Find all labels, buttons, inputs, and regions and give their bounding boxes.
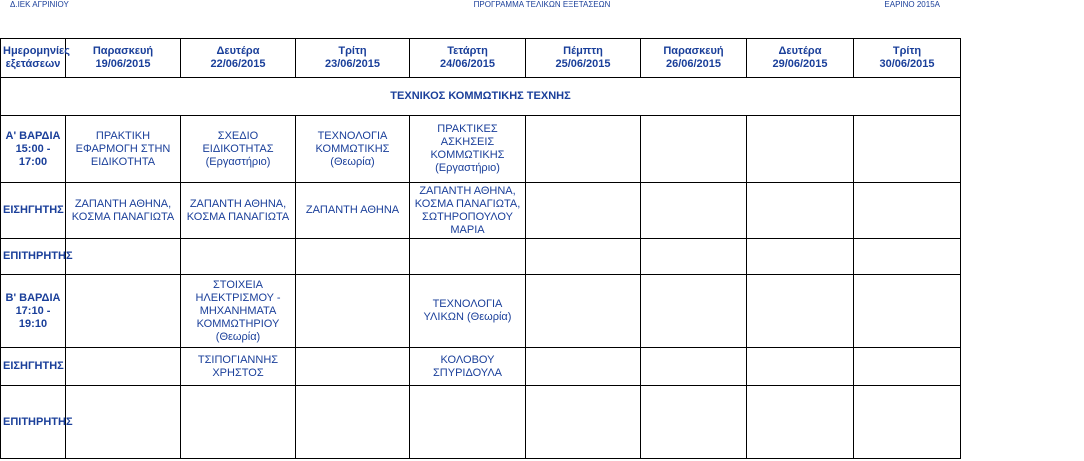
specialty-title: ΤΕΧΝΙΚΟΣ ΚΟΜΜΩΤΙΚΗΣ ΤΕΧΝΗΣ (1, 78, 961, 116)
exam-cell (296, 275, 410, 348)
day-column-header (66, 39, 181, 78)
day-date: 25/06/2015 (555, 58, 611, 70)
invigilator-cell (854, 239, 961, 275)
examiner-cell: ΖΑΠΑΝΤΗ ΑΘΗΝΑ (296, 183, 410, 239)
shift-a-examiner-row (1, 183, 961, 239)
shift-a-time: 15:00 - 17:00 (15, 142, 51, 168)
invigilator-cell (410, 386, 526, 459)
day-column-header (854, 39, 961, 78)
examiner-cell (526, 183, 641, 239)
day-column-header (526, 39, 641, 78)
examiner-cell (641, 183, 747, 239)
invigilator-cell (747, 239, 854, 275)
examiner-cell: ΖΑΠΑΝΤΗ ΑΘΗΝΑ, ΚΟΣΜΑ ΠΑΝΑΓΙΩΤΑ (181, 183, 296, 239)
day-name: Πέμπτη (563, 45, 603, 57)
exam-cell (641, 116, 747, 183)
exam-cell: ΠΡΑΚΤΙΚΕΣ ΑΣΚΗΣΕΙΣ ΚΟΜΜΩΤΙΚΗΣ (Εργαστήριο) (410, 116, 526, 183)
examiner-cell (747, 348, 854, 386)
day-name: Δευτέρα (216, 45, 260, 57)
day-date: 30/06/2015 (879, 58, 935, 70)
exam-cell: ΣΤΟΙΧΕΙΑ ΗΛΕΚΤΡΙΣΜΟΥ - ΜΗΧΑΝΗΜΑΤΑ ΚΟΜΜΩΤΗΡΙΟΥ (Θεωρία) (181, 275, 296, 348)
examiner-cell (641, 348, 747, 386)
shift-b-invigilator-row (1, 386, 961, 459)
shift-b-label: Β' ΒΑΡΔΙΑ (5, 291, 61, 304)
invigilator-cell (66, 239, 181, 275)
top-bar (0, 0, 960, 10)
examiner-cell: ΤΣΙΠΟΓΙΑΝΝΗΣ ΧΡΗΣΤΟΣ (181, 348, 296, 386)
invigilator-cell (526, 239, 641, 275)
school-name: Δ.ΙΕΚ ΑΓΡΙΝΙΟΥ (10, 0, 69, 9)
invigilator-cell (854, 386, 961, 459)
day-name: Παρασκευή (663, 45, 724, 57)
examiner-cell: ΖΑΠΑΝΤΗ ΑΘΗΝΑ, ΚΟΣΜΑ ΠΑΝΑΓΙΩΤΑ (66, 183, 181, 239)
examiner-cell (854, 348, 961, 386)
examiner-label: ΕΙΣΗΓΗΤΗΣ (1, 348, 66, 386)
dates-corner-cell (1, 39, 70, 78)
invigilator-cell (296, 386, 410, 459)
exam-schedule-table (0, 38, 961, 459)
date-header-row (1, 39, 961, 78)
invigilator-cell (410, 239, 526, 275)
exam-cell (854, 275, 961, 348)
day-name: Τρίτη (892, 45, 922, 57)
day-name: Δευτέρα (778, 45, 822, 57)
exam-cell (747, 275, 854, 348)
shift-a-label: Α' ΒΑΡΔΙΑ (5, 129, 61, 142)
day-column-header (410, 39, 526, 78)
invigilator-cell (296, 239, 410, 275)
specialty-row (1, 78, 961, 116)
examiner-cell (526, 348, 641, 386)
day-column-header (296, 39, 410, 78)
shift-a-invigilator-row (1, 239, 961, 275)
day-column-header (181, 39, 296, 78)
exam-cell: ΠΡΑΚΤΙΚΗ ΕΦΑΡΜΟΓΗ ΣΤΗΝ ΕΙΔΙΚΟΤΗΤΑ (66, 116, 181, 183)
invigilator-label: ΕΠΙΤΗΡΗΤΗΣ (1, 386, 66, 459)
day-date: 22/06/2015 (210, 58, 266, 70)
exam-cell (526, 275, 641, 348)
exam-cell (526, 116, 641, 183)
shift-a-label-cell (1, 116, 66, 183)
corner-line-2: εξετάσεων (5, 58, 61, 70)
exam-cell (66, 275, 181, 348)
day-name: Τρίτη (338, 45, 367, 57)
day-date: 29/06/2015 (772, 58, 828, 70)
invigilator-cell (181, 239, 296, 275)
day-name: Παρασκευή (92, 45, 154, 57)
examiner-label: ΕΙΣΗΓΗΤΗΣ (1, 183, 66, 239)
day-name: Τετάρτη (447, 45, 488, 57)
exam-cell: ΤΕΧΝΟΛΟΓΙΑ ΚΟΜΜΩΤΙΚΗΣ (Θεωρία) (296, 116, 410, 183)
examiner-cell (66, 348, 181, 386)
day-date: 24/06/2015 (439, 58, 496, 70)
exam-cell (641, 275, 747, 348)
examiner-cell (854, 183, 961, 239)
exam-cell: ΣΧΕΔΙΟ ΕΙΔΙΚΟΤΗΤΑΣ (Εργαστήριο) (181, 116, 296, 183)
exam-cell: ΤΕΧΝΟΛΟΓΙΑ ΥΛΙΚΩΝ (Θεωρία) (410, 275, 526, 348)
invigilator-cell (66, 386, 181, 459)
examiner-cell: ΚΟΛΟΒΟΥ ΣΠΥΡΙΔΟΥΛΑ (410, 348, 526, 386)
shift-b-exam-row (1, 275, 961, 348)
day-date: 23/06/2015 (324, 58, 381, 70)
corner-line-1: Ημερομηνίες (3, 45, 70, 57)
invigilator-cell (526, 386, 641, 459)
shift-b-time: 17:10 - 19:10 (15, 304, 51, 330)
shift-b-label-cell (1, 275, 66, 348)
examiner-cell (296, 348, 410, 386)
semester-label: ΕΑΡΙΝΟ 2015Α (884, 0, 940, 9)
day-column-header (641, 39, 747, 78)
exam-cell (747, 116, 854, 183)
exam-cell (854, 116, 961, 183)
day-date: 19/06/2015 (95, 58, 151, 70)
invigilator-label: ΕΠΙΤΗΡΗΤΗΣ (1, 239, 66, 275)
invigilator-cell (641, 239, 747, 275)
invigilator-cell (747, 386, 854, 459)
shift-b-examiner-row (1, 348, 961, 386)
examiner-cell: ΖΑΠΑΝΤΗ ΑΘΗΝΑ, ΚΟΣΜΑ ΠΑΝΑΓΙΩΤΑ, ΣΩΤΗΡΟΠΟΥΛΟΥ ΜΑΡΙΑ (410, 183, 526, 239)
invigilator-cell (181, 386, 296, 459)
shift-a-exam-row (1, 116, 961, 183)
examiner-cell (747, 183, 854, 239)
day-column-header (747, 39, 854, 78)
day-date: 26/06/2015 (665, 58, 722, 70)
document-title: ΠΡΟΓΡΑΜΜΑ ΤΕΛΙΚΩΝ ΕΞΕΤΑΣΕΩΝ (473, 0, 611, 9)
invigilator-cell (641, 386, 747, 459)
